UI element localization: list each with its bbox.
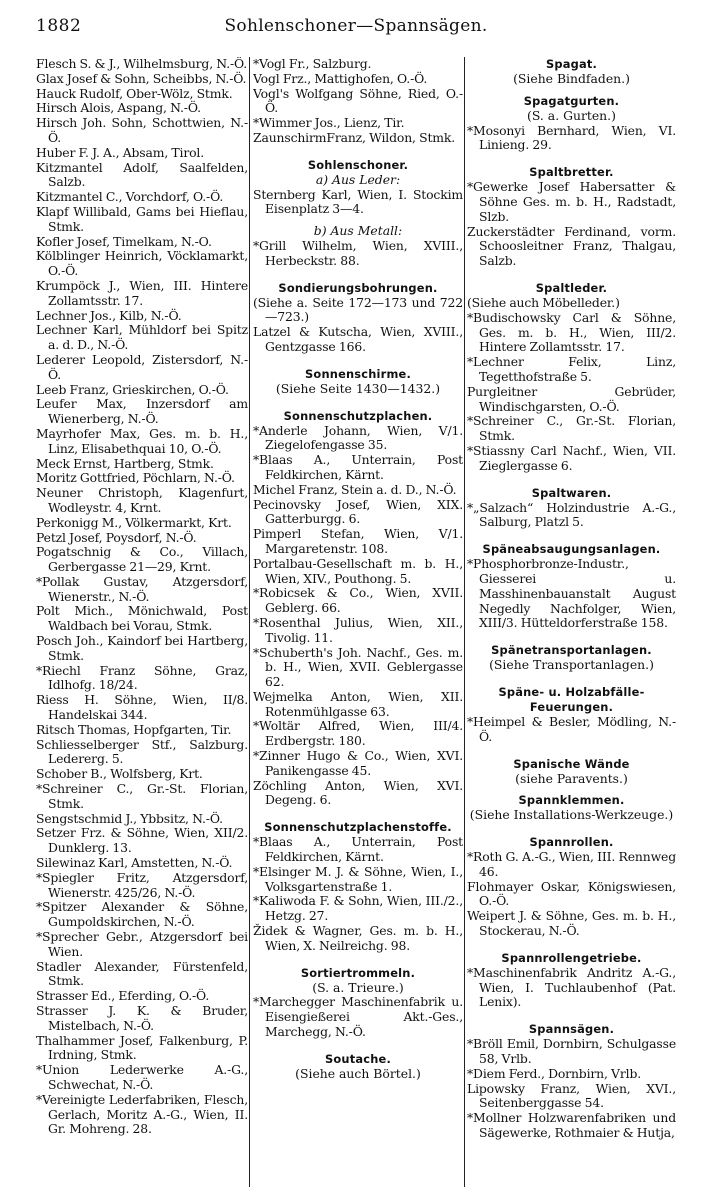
directory-entry: Petzl Josef, Poysdorf, N.-Ö. — [36, 529, 197, 545]
directory-entry: (Siehe auch Möbelleder.) — [467, 294, 620, 310]
section-note: (Siehe Bindfaden.) — [513, 71, 630, 86]
directory-entry: *Grill Wilhelm, Wien, XVIII., Herbeckstr. 88. — [253, 237, 463, 268]
directory-entry: Kitzmantel Adolf, Saalfelden, Salzb. — [36, 159, 248, 190]
directory-entry: Setzer Frz. & Söhne, Wien, XII/2. Dunklerg. 13. — [36, 825, 248, 856]
directory-entry: Vogl Frz., Mattighofen, O.-Ö. — [253, 70, 428, 86]
directory-entry: Schliesselberger Stf., Salzburg. Ledererg. 5. — [36, 736, 248, 767]
page-number: 1882 — [36, 16, 82, 36]
section-heading: Soutache. — [325, 1051, 391, 1066]
entry-list — [467, 557, 676, 631]
directory-entry: *Diem Ferd., Dornbirn, Vrlb. — [467, 1065, 642, 1081]
section-heading: Spaltbretter. — [529, 165, 614, 180]
directory-entry: *Woltär Alfred, Wien, III/4. Erdbergstr. 180. — [253, 718, 463, 749]
entry-list — [467, 501, 676, 531]
section-heading: Spaltwaren. — [531, 485, 612, 500]
directory-entry: Lechner Karl, Mühldorf bei Spitz a. d. D., N.-Ö. — [36, 322, 248, 353]
directory-entry: *„Salzach“ Holzindustrie A.-G., Salburg, Platzl 5. — [467, 499, 676, 530]
section-note: (Siehe Installations-Werkzeuge.) — [469, 807, 674, 823]
directory-entry: Pogatschnig & Co., Villach, Gerbergasse 21—29, Krnt. — [36, 544, 248, 575]
entry-list — [467, 124, 676, 154]
section-heading: Spaltleder. — [535, 280, 608, 295]
directory-entry: Riess H. Söhne, Wien, II/8. Handelskai 344. — [36, 692, 248, 723]
directory-entry: Lederer Leopold, Zistersdorf, N.-Ö. — [36, 351, 248, 382]
directory-entry: Ritsch Thomas, Hopfgarten, Tir. — [36, 721, 232, 737]
subheading: a) Aus Leder: — [315, 171, 401, 187]
entry-list — [467, 715, 676, 745]
directory-entry: Neuner Christoph, Klagenfurt, Wodleystr. 4, Krnt. — [36, 485, 248, 515]
column-1 — [36, 57, 248, 1187]
directory-entry: Posch Joh., Kaindorf bei Hartberg, Stmk. — [36, 633, 248, 663]
directory-entry: *Mosonyi Bernhard, Wien, VI. Linieng. 29. — [467, 122, 676, 153]
directory-entry: Glax Josef & Sohn, Scheibbs, N.-Ö. — [36, 70, 247, 86]
entry-list — [253, 995, 463, 1039]
directory-entry: *Kaliwoda F. & Sohn, Wien, III./2., Hetzg. 27. — [253, 893, 463, 924]
directory-entry: Hirsch Joh. Sohn, Schottwien, N.-Ö. — [36, 115, 248, 145]
directory-entry: Lechner Jos., Kilb, N.-Ö. — [36, 307, 182, 323]
directory-entry: Lipowsky Franz, Wien, XVI., Seitenberggasse 54. — [467, 1080, 676, 1111]
directory-entry: *Spiegler Fritz, Atzgersdorf, Wienerstr. 425/26, N.-Ö. — [36, 869, 248, 900]
directory-entry: Hirsch Alois, Aspang, N.-Ö. — [36, 100, 201, 116]
page-header — [36, 16, 676, 46]
column-rule — [249, 57, 250, 1187]
section-heading: Sonnenschirme. — [305, 366, 411, 381]
entry-list — [467, 296, 676, 474]
directory-entry: *Heimpel & Besler, Mödling, N.-Ö. — [467, 713, 676, 744]
columns — [36, 57, 676, 1187]
directory-entry: Leufer Max, Inzersdorf am Wienerberg, N.-Ö. — [36, 396, 248, 427]
directory-entry: Zuckerstädter Ferdinand, vorm. Schoosleitner Franz, Thalgau, Salzb. — [467, 223, 676, 269]
directory-entry: Sternberg Karl, Wien, I. Stockim Eisenplatz 3—4. — [253, 186, 463, 217]
directory-entry: *Anderle Johann, Wien, V/1. Ziegelofengasse 35. — [253, 422, 463, 453]
section-note: (Siehe auch Börtel.) — [295, 1065, 421, 1081]
directory-entry: Židek & Wagner, Ges. m. b. H., Wien, X. Neilreichg. 98. — [253, 923, 463, 953]
subheading: b) Aus Metall: — [313, 223, 403, 239]
section-heading: Späneabsaugungsanlagen. — [482, 542, 661, 557]
directory-entry: Polt Mich., Mönichwald, Post Waldbach bei Vorau, Stmk. — [36, 603, 248, 634]
directory-entry: Sengstschmid J., Ybbsitz, N.-Ö. — [36, 810, 223, 826]
directory-entry: *Roth G. A.-G., Wien, III. Rennweg 46. — [467, 849, 676, 879]
directory-entry: Portalbau-Gesellschaft m. b. H., Wien, XIV., Pouthong. 5. — [253, 555, 463, 586]
directory-entry: Vogl's Wolfgang Söhne, Ried, O.-Ö. — [253, 85, 463, 116]
directory-entry: *Vereinigte Lederfabriken, Flesch, Gerlach, Moritz A.-G., Wien, II. Gr. Mohreng. 28. — [36, 1091, 248, 1137]
column-rule — [464, 57, 465, 1187]
directory-entry: *Sprecher Gebr., Atzgersdorf bei Wien. — [36, 929, 248, 959]
directory-entry: Strasser Ed., Eferding, O.-Ö. — [36, 988, 210, 1004]
directory-entry: Meck Ernst, Hartberg, Stmk. — [36, 455, 214, 471]
directory-entry: *Mollner Holzwarenfabriken und Sägewerke, Rothmaier & Hutja, — [467, 1110, 676, 1141]
section-heading: Spanische Wände — [513, 756, 630, 771]
directory-entry: *Zinner Hugo & Co., Wien, XVI. Panikengasse 45. — [253, 748, 463, 778]
directory-entry: Flohmayer Oskar, Königswiesen, O.-Ö. — [467, 878, 676, 909]
directory-entry: Stadler Alexander, Fürstenfeld, Stmk. — [36, 958, 248, 989]
directory-entry: *Lechner Felix, Linz, Tegetthofstraße 5. — [467, 354, 676, 384]
directory-entry: *Blaas A., Unterrain, Post Feldkirchen, Kärnt. — [253, 452, 463, 482]
directory-entry: Kitzmantel C., Vorchdorf, O.-Ö. — [36, 189, 224, 205]
directory-entry: *Bröll Emil, Dornbirn, Schulgasse 58, Vrlb. — [467, 1036, 676, 1067]
directory-entry: *Robicsek & Co., Wien, XVII. Geblerg. 66. — [253, 585, 463, 616]
section-note: (Siehe Transportanlagen.) — [489, 657, 654, 673]
directory-entry: *Spitzer Alexander & Söhne, Gumpoldskirchen, N.-Ö. — [36, 899, 248, 930]
directory-entry: Weipert J. & Söhne, Ges. m. b. H., Stockerau, N.-Ö. — [467, 908, 676, 939]
directory-entry: *Phosphorbronze-Industr., Giesserei u. Masshinenbauanstalt August Negedly Nachfolger, Wien, XIII/3. Hütteldorferstraße 158. — [467, 556, 676, 631]
directory-entry: Michel Franz, Stein a. d. D., N.-Ö. — [253, 481, 457, 497]
directory-entry: *Schreiner C., Gr.-St. Florian, Stmk. — [467, 413, 676, 444]
entry-list — [253, 835, 463, 953]
directory-entry: *Budischowsky Carl & Söhne, Ges. m. b. H., Wien, III/2. Hintere Zollamtsstr. 17. — [467, 309, 676, 355]
section-heading: Spannklemmen. — [518, 793, 625, 808]
entry-list — [467, 180, 676, 269]
directory-entry: *Riechl Franz Söhne, Graz, Idlhofg. 18/24. — [36, 662, 248, 693]
directory-entry: *Rosenthal Julius, Wien, XII., Tivolig. 11. — [253, 614, 463, 645]
column-3 — [467, 57, 676, 1187]
directory-entry: Strasser J. K. & Bruder, Mistelbach, N.-Ö. — [36, 1003, 248, 1033]
entry-list — [253, 424, 463, 809]
directory-entry: *Schuberth's Joh. Nachf., Ges. m. b. H., Wien, XVII. Geblergasse 62. — [253, 644, 463, 690]
section-note: (Siehe Seite 1430—1432.) — [275, 380, 441, 396]
directory-entry: *Pollak Gustav, Atzgersdorf, Wienerstr., N.-Ö. — [36, 573, 248, 604]
running-head: Sohlenschoner—Spannsägen. — [224, 16, 488, 36]
directory-entry: Silewinaz Karl, Amstetten, N.-Ö. — [36, 855, 233, 871]
entry-list — [253, 296, 463, 355]
section-heading: Spannrollen. — [529, 835, 614, 850]
directory-entry: ZaunschirmFranz, Wildon, Stmk. — [253, 129, 456, 145]
entry-list — [253, 188, 463, 218]
directory-entry: Perkonigg M., Völkermarkt, Krt. — [36, 514, 232, 530]
section-heading: Sohlenschoner. — [307, 157, 409, 172]
section-heading: Sonnenschutzplachen. — [283, 408, 433, 423]
directory-entry: *Stiassny Carl Nachf., Wien, VII. Zieglergasse 6. — [467, 442, 676, 473]
directory-entry: Krumpöck J., Wien, III. Hintere Zollamtsstr. 17. — [36, 277, 248, 308]
section-heading: Sortiertrommeln. — [300, 965, 416, 980]
directory-entry: *Gewerke Josef Habersatter & Söhne Ges. m. b. H., Radstadt, Slzb. — [467, 179, 676, 224]
entry-list — [467, 850, 676, 939]
directory-entry: Pimperl Stefan, Wien, V/1. Margaretenstr. 108. — [253, 526, 463, 556]
directory-entry: *Union Lederwerke A.-G., Schwechat, N.-Ö. — [36, 1062, 248, 1092]
directory-entry: *Maschinenfabrik Andritz A.-G., Wien, I. Tuchlaubenhof (Pat. Lenix). — [467, 964, 676, 1010]
directory-entry: (Siehe a. Seite 172—173 und 722—723.) — [253, 294, 463, 325]
directory-entry: *Elsinger M. J. & Söhne, Wien, I., Volksgartenstraße 1. — [253, 863, 463, 894]
section-heading: Spannsägen. — [528, 1022, 615, 1037]
directory-entry: Kölblinger Heinrich, Vöcklamarkt, O.-Ö. — [36, 248, 248, 279]
directory-entry: Wejmelka Anton, Wien, XII. Rotenmühlgasse 63. — [253, 688, 463, 719]
directory-entry: Purgleitner Gebrüder, Windischgarsten, O.-Ö. — [467, 383, 676, 414]
section-heading: Spannrollengetriebe. — [501, 950, 642, 965]
section-heading: Spagat. — [545, 57, 598, 71]
directory-entry: *Schreiner C., Gr.-St. Florian, Stmk. — [36, 781, 248, 811]
directory-entry: Moritz Gottfried, Pöchlarn, N.-Ö. — [36, 470, 235, 486]
directory-entry: Schober B., Wolfsberg, Krt. — [36, 766, 203, 782]
directory-entry: Hauck Rudolf, Ober-Wölz, Stmk. — [36, 85, 233, 101]
directory-entry: Mayrhofer Max, Ges. m. b. H., Linz, Elisabethquai 10, O.-Ö. — [36, 425, 248, 456]
directory-entry: Latzel & Kutscha, Wien, XVIII., Gentzgasse 166. — [253, 324, 463, 354]
directory-entry: Zöchling Anton, Wien, XVI. Degeng. 6. — [253, 777, 463, 808]
directory-entry: Flesch S. & J., Wilhelmsburg, N.-Ö. — [36, 57, 248, 71]
section-heading: Spagatgurten. — [523, 93, 620, 108]
directory-entry: Pecinovsky Josef, Wien, XIX. Gatterburgg. 6. — [253, 496, 463, 527]
directory-entry: Thalhammer Josef, Falkenburg, P. Irdning, Stmk. — [36, 1032, 248, 1063]
directory-entry: Huber F. J. A., Absam, Tirol. — [36, 144, 205, 160]
section-heading: Späne- u. Holzabfälle-Feuerungen. — [498, 684, 645, 714]
section-heading: Sondierungsbohrungen. — [278, 280, 438, 295]
directory-entry: Klapf Willibald, Gams bei Hieflau, Stmk. — [36, 203, 248, 234]
section-heading: Sonnenschutzplachenstoffe. — [264, 820, 452, 835]
column-2 — [253, 57, 463, 1187]
entry-list — [253, 239, 463, 269]
section-heading: Spänetransportanlagen. — [491, 643, 652, 658]
entry-list — [253, 57, 463, 146]
directory-entry: Kofler Josef, Timelkam, N.-O. — [36, 233, 212, 249]
directory-entry: Leeb Franz, Grieskirchen, O.-Ö. — [36, 381, 229, 397]
entry-list — [467, 1037, 676, 1141]
directory-entry: *Vogl Fr., Salzburg. — [253, 57, 372, 71]
entry-list — [467, 966, 676, 1010]
section-note: (S. a. Trieure.) — [312, 979, 404, 995]
section-note: (S. a. Gurten.) — [527, 107, 616, 123]
directory-entry: *Blaas A., Unterrain, Post Feldkirchen, Kärnt. — [253, 834, 463, 865]
directory-entry: *Wimmer Jos., Lienz, Tir. — [253, 115, 405, 131]
directory-entry: *Marchegger Maschinenfabrik u. Eisengießerei Akt.-Ges., Marchegg, N.-Ö. — [253, 994, 463, 1040]
section-note: (siehe Paravents.) — [515, 770, 628, 786]
